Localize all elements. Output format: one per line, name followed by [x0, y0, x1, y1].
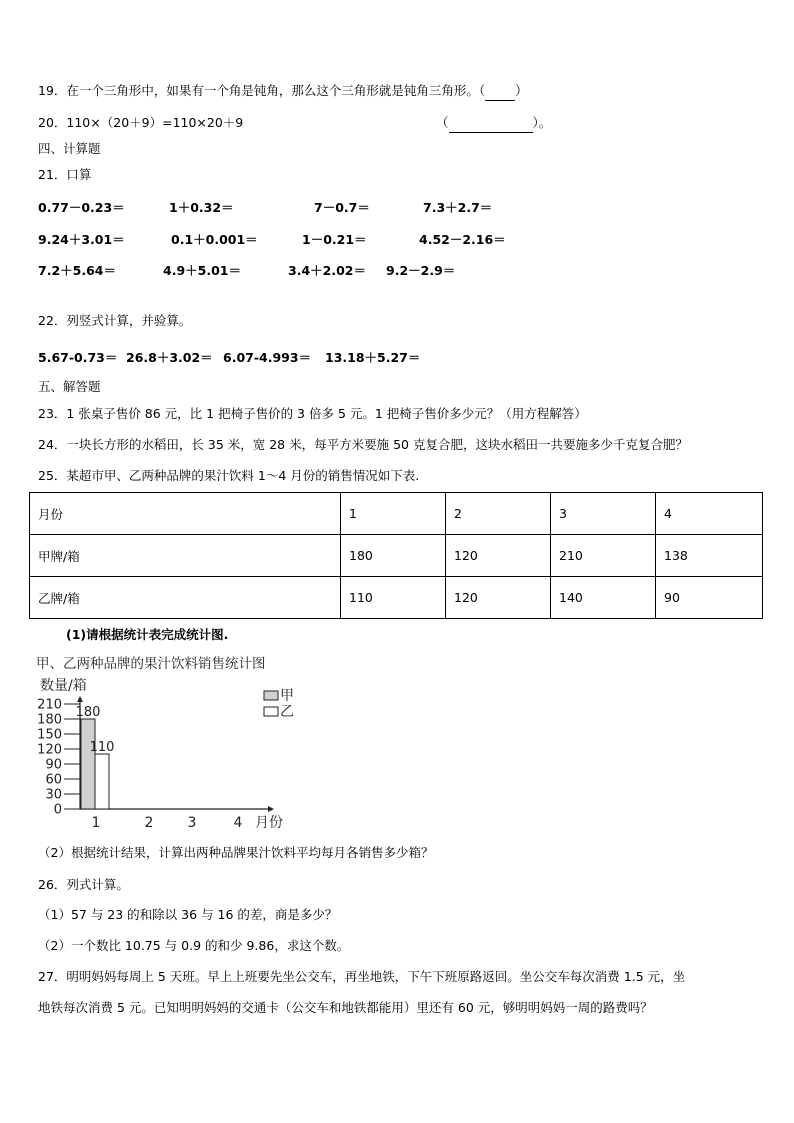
- y-tick-label: 120: [37, 742, 62, 758]
- bar-甲: [81, 719, 95, 809]
- oral-calc-item: 1－0.21＝: [302, 232, 367, 247]
- bar-data-label: 110: [89, 740, 115, 755]
- sales-table: [29, 492, 763, 619]
- oral-calc-item: 1＋0.32＝: [169, 200, 234, 215]
- y-axis-arrow: [77, 696, 83, 702]
- question-26-title: 26．列式计算。: [38, 877, 129, 892]
- legend-swatch: [264, 691, 278, 700]
- question-27-line1: 27．明明妈妈每周上 5 天班。早上上班要先坐公交车，再坐地铁，下午下班原路返回。坐公交车每次消费 1.5 元，坐: [38, 969, 686, 984]
- answer-blank-19[interactable]: [485, 82, 515, 101]
- table-cell: 2: [446, 493, 551, 535]
- question-25-sub1: (1)请根据统计表完成统计图.: [66, 627, 229, 642]
- table-cell: 138: [656, 535, 763, 577]
- oral-calc-item: 4.9＋5.01＝: [163, 263, 241, 278]
- y-tick-label: 0: [53, 802, 62, 818]
- question-19: [38, 82, 528, 101]
- table-header-row: [30, 493, 763, 535]
- oral-calc-item: 3.4＋2.02＝: [288, 263, 366, 278]
- question-27-line2: 地铁每次消费 5 元。已知明明妈妈的交通卡（公交车和地铁都能用）里还有 60 元，够明明妈妈一周的路费吗？: [38, 1000, 653, 1015]
- chart-ylabel: 数量/箱: [40, 678, 87, 694]
- x-axis-arrow: [268, 806, 274, 812]
- x-tick-label: 1: [91, 815, 101, 831]
- oral-calc-item: 7.2＋5.64＝: [38, 263, 116, 278]
- question-26-b: （2）一个数比 10.75 与 0.9 的和少 9.86，求这个数。: [38, 938, 350, 953]
- y-tick-label: 30: [45, 787, 62, 803]
- question-20: [38, 114, 243, 132]
- oral-calc-item: 4.52－2.16＝: [419, 232, 506, 247]
- table-cell: 120: [446, 535, 551, 577]
- question-24: 24．一块长方形的水稻田，长 35 米，宽 28 米，每平方米要施 50 克复合肥，这块水稻田一共要施多少千克复合肥？: [38, 437, 688, 452]
- table-cell: 140: [551, 577, 656, 619]
- section-4-heading: 四、计算题: [38, 141, 101, 156]
- table-row: [30, 535, 763, 577]
- oral-calc-item: 0.1＋0.001＝: [171, 232, 258, 247]
- answer-open-20: （: [436, 115, 449, 130]
- legend-label: 乙: [280, 704, 294, 720]
- x-axis-label: 月份: [255, 815, 283, 831]
- chart-x-ticks: [92, 815, 243, 831]
- oral-calc-item: 9.24＋3.01＝: [38, 232, 125, 247]
- question-20-answer: [436, 114, 551, 133]
- table-cell: 120: [446, 577, 551, 619]
- question-19-text: 19．在一个三角形中，如果有一个角是钝角，那么这个三角形就是钝角三角形。（: [38, 83, 486, 98]
- question-19-close: ）: [515, 83, 528, 98]
- question-21-title: 21．口算: [38, 167, 92, 182]
- y-tick-label: 90: [45, 757, 62, 773]
- legend-swatch: [264, 707, 278, 716]
- x-tick-label: 2: [144, 815, 154, 831]
- table-row: [30, 577, 763, 619]
- question-23: 23．1 张桌子售价 86 元，比 1 把椅子售价的 3 倍多 5 元。1 把椅子售价多少元？（用方程解答）: [38, 406, 587, 421]
- table-cell: 110: [341, 577, 446, 619]
- question-25: 25．某超市甲、乙两种品牌的果汁饮料 1～4 月份的销售情况如下表.: [38, 468, 420, 483]
- oral-calc-item: 7.3＋2.7＝: [423, 200, 493, 215]
- question-22-title: 22．列竖式计算，并验算。: [38, 313, 192, 328]
- legend-label: 甲: [280, 688, 294, 704]
- oral-calc-item: 0.77－0.23＝: [38, 200, 125, 215]
- question-26-a: （1）57 与 23 的和除以 36 与 16 的差，商是多少？: [38, 907, 338, 922]
- vertical-calc-item: 26.8＋3.02＝: [126, 350, 213, 365]
- bar-乙: [95, 754, 109, 809]
- chart-title: 甲、乙两种品牌的果汁饮料销售统计图: [36, 656, 266, 672]
- table-cell: 1: [341, 493, 446, 535]
- x-tick-label: 3: [187, 815, 197, 831]
- oral-calc-item: 9.2－2.9＝: [386, 263, 456, 278]
- vertical-calc-item: 5.67-0.73＝: [38, 350, 118, 365]
- question-20-text: 20．110×（20＋9）=110×20＋9: [38, 115, 244, 130]
- chart-bars: [76, 705, 115, 809]
- sales-bar-chart: [36, 652, 316, 834]
- y-tick-label: 60: [45, 772, 62, 788]
- y-tick-label: 210: [37, 697, 62, 713]
- table-cell: 180: [341, 535, 446, 577]
- section-5-heading: 五、解答题: [38, 379, 101, 394]
- answer-close-20: ）。: [532, 115, 552, 130]
- table-cell: 3: [551, 493, 656, 535]
- vertical-calc-item: 13.18＋5.27＝: [325, 350, 421, 365]
- answer-blank-20[interactable]: [449, 114, 533, 133]
- table-cell: 月份: [30, 493, 341, 535]
- chart-legend: [264, 688, 294, 720]
- y-tick-label: 150: [37, 727, 62, 743]
- table-cell: 甲牌/箱: [30, 535, 341, 577]
- table-cell: 210: [551, 535, 656, 577]
- table-cell: 乙牌/箱: [30, 577, 341, 619]
- chart-y-ticks: [37, 698, 80, 818]
- table-cell: 90: [656, 577, 763, 619]
- vertical-calc-item: 6.07-4.993＝: [223, 350, 312, 365]
- bar-data-label: 180: [75, 705, 101, 720]
- y-tick-label: 180: [37, 712, 62, 728]
- x-tick-label: 4: [233, 815, 243, 831]
- question-25-sub2: （2）根据统计结果，计算出两种品牌果汁饮料平均每月各销售多少箱？: [38, 845, 434, 860]
- oral-calc-item: 7－0.7＝: [314, 200, 370, 215]
- table-cell: 4: [656, 493, 763, 535]
